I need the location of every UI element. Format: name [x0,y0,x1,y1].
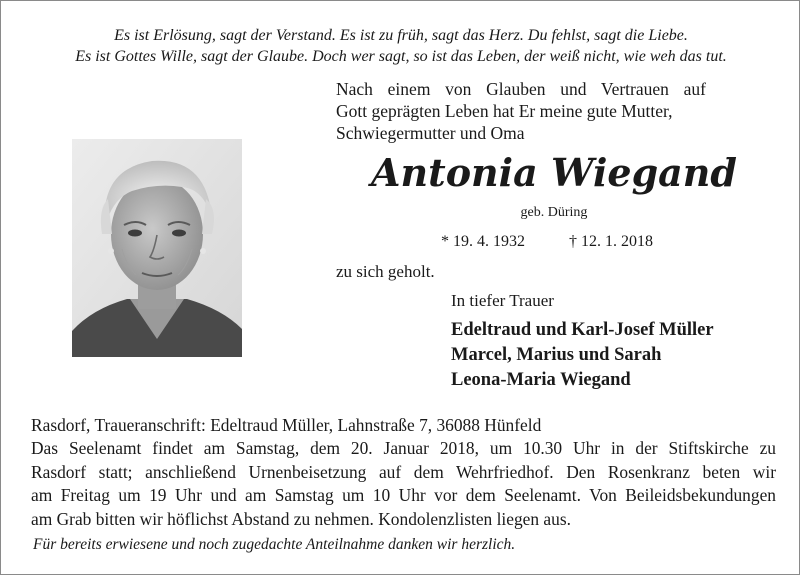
motto [1,25,800,67]
service-details [31,414,776,531]
mourner-name: Leona-Maria Wiegand [451,370,631,390]
death-date: † 12. 1. 2018 [569,233,653,250]
taken-home-text: zu sich geholt. [336,262,435,281]
thanks-text: Für bereits erwiesene und noch zugedachte Anteilnahme danken wir herzlich. [33,536,516,553]
mourner-name: Marcel, Marius und Sarah [451,345,662,365]
birth-date: * 19. 4. 1932 [441,233,525,250]
mourner-name: Edeltraud und Karl-Josef Müller [451,320,714,340]
intro-text [336,78,706,144]
intro-line: Gott geprägten Leben hat Er meine gute Mutter, [336,101,673,121]
details-line: Das Seelenamt findet am Samstag, dem 20. Januar 2018, um 10.30 Uhr in der Stiftskirche zu [31,438,776,459]
details-line: Rasdorf statt; anschließend Urnenbeisetzung auf dem Wehrfriedhof. Den Rosenkranz beten wir [31,461,776,482]
details-line: am Grab bitten wir höflichst Abstand zu nehmen. Kondolenzlisten liegen aus. [31,508,571,529]
portrait-photo [72,139,242,357]
intro-line: Schwiegermutter und Oma [336,123,525,143]
intro-line: Nach einem von Glauben und Vertrauen auf [336,79,706,99]
portrait-image [72,139,242,357]
mourning-label: In tiefer Trauer [451,291,554,310]
motto-line: Es ist Erlösung, sagt der Verstand. Es ist zu früh, sagt das Herz. Du fehlst, sagt die Liebe. [114,27,688,44]
deceased-name: Antonia Wiegand [371,150,737,195]
mourners-list [451,318,714,393]
details-line: Rasdorf, Traueranschrift: Edeltraud Müller, Lahnstraße 7, 36088 Hünfeld [31,415,542,435]
motto-line: Es ist Gottes Wille, sagt der Glaube. Doch wer sagt, so ist das Leben, der weiß nicht, wie weh das tut. [75,48,727,65]
maiden-name: geb. Düring [520,205,588,220]
details-line: am Freitag um 19 Uhr und am Samstag um 10 Uhr vor dem Seelenamt. Von Beileidsbekundungen [31,485,776,506]
